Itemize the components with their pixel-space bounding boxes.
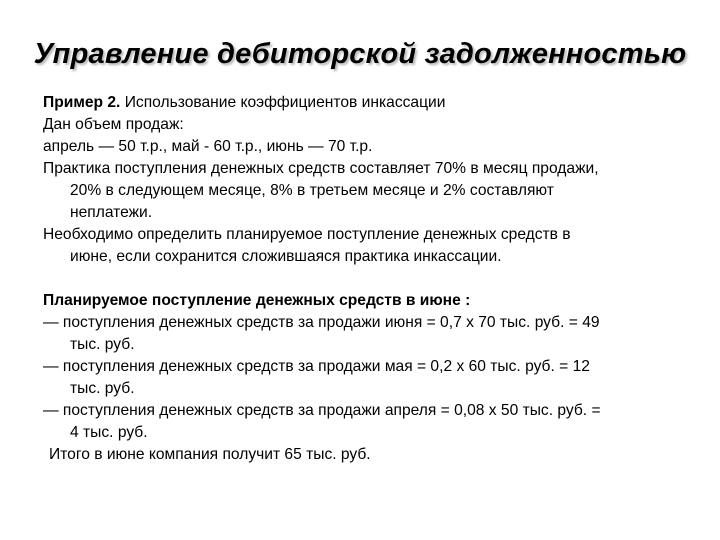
result-line: тыс. руб. — [70, 380, 135, 397]
example-label: Пример 2. — [43, 94, 121, 111]
slide-title: Управление дебиторской задолженностью — [33, 38, 687, 70]
problem-line: Дан объем продаж: — [43, 116, 184, 133]
result-line: — поступления денежных средств за продажи июня = 0,7 х 70 тыс. руб. = 49 — [43, 314, 600, 331]
problem-line: июне, если сохранится сложившаяся практика инкассации. — [70, 248, 502, 265]
problem-line: апрель — 50 т.р., май - 60 т.р., июнь — 70 т.р. — [43, 138, 373, 155]
result-line: 4 тыс. руб. — [70, 424, 148, 441]
problem-line: 20% в следующем месяце, 8% в третьем месяце и 2% составляют — [70, 182, 554, 199]
result-line: — поступления денежных средств за продажи мая = 0,2 х 60 тыс. руб. = 12 — [43, 358, 590, 375]
spacer — [43, 268, 693, 290]
example-text: Использование коэффициентов инкассации — [120, 94, 446, 111]
problem-line: Практика поступления денежных средств составляет 70% в месяц продажи, — [43, 160, 599, 177]
example-heading — [43, 92, 693, 114]
slide-body — [43, 92, 693, 466]
problem-line: Необходимо определить планируемое поступление денежных средств в — [43, 226, 571, 243]
result-line: — поступления денежных средств за продажи апреля = 0,08 х 50 тыс. руб. = — [43, 402, 601, 419]
result-heading: Планируемое поступление денежных средств в июне : — [43, 292, 471, 309]
result-line: тыс. руб. — [70, 336, 135, 353]
problem-line: неплатежи. — [70, 204, 153, 221]
total-line: Итого в июне компания получит 65 тыс. руб. — [49, 446, 371, 463]
